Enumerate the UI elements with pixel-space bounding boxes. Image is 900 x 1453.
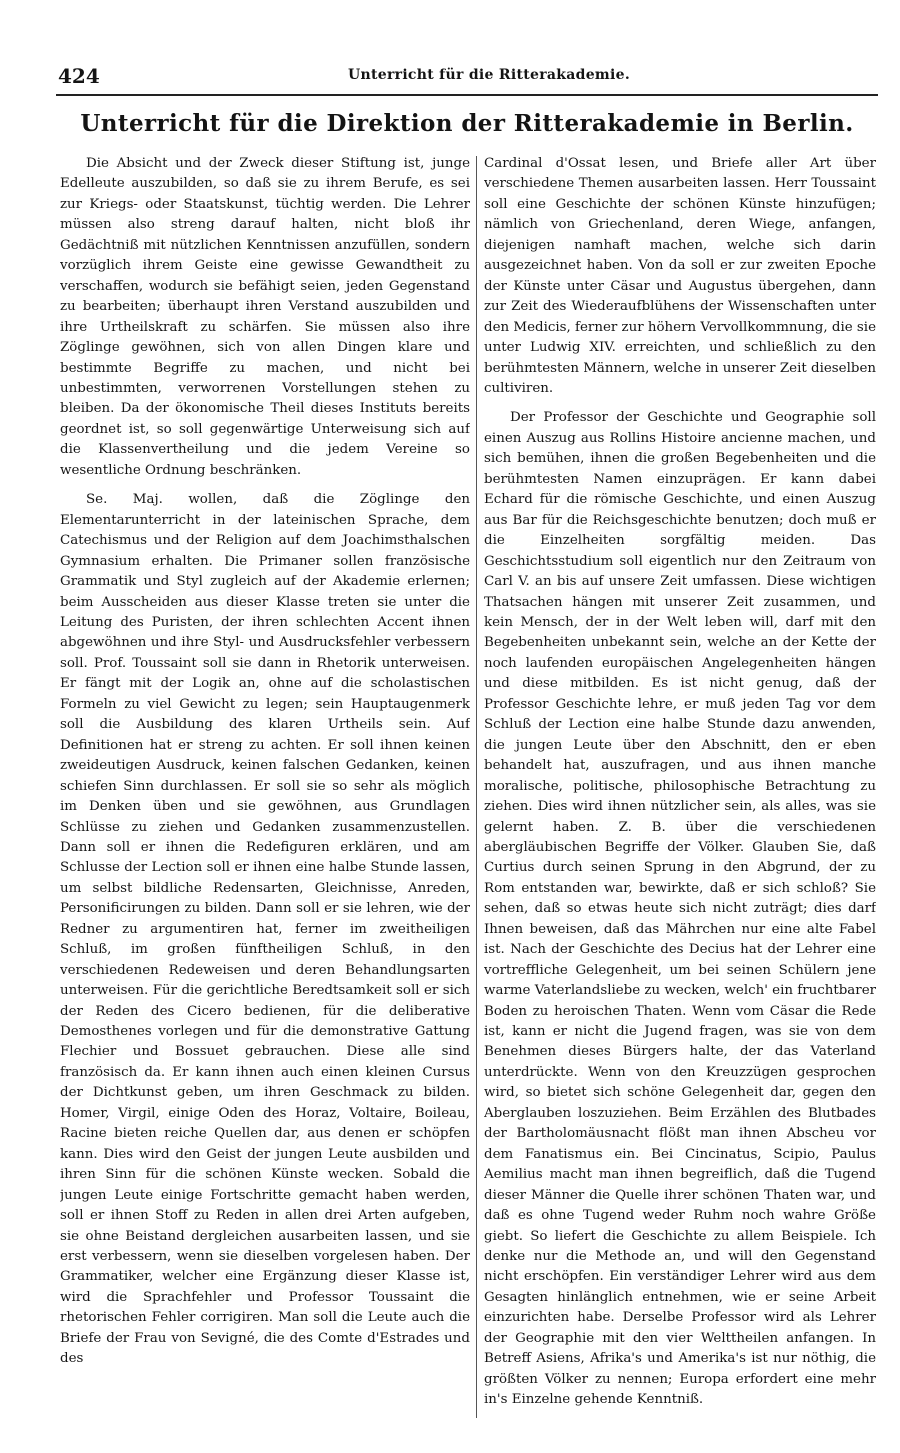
right-column (484, 154, 876, 1420)
book-page (56, 64, 878, 1426)
running-title: Unterricht für die Ritterakademie. (348, 67, 631, 83)
column-rule (476, 156, 477, 1418)
paragraph: Die Absicht und der Zweck dieser Stiftung ist, junge Edelleute auszubilden, so daß sie zu ihrem Berufe, es sei zur Kriegs- oder Staatskunst, tüchtig werden. Die Lehrer müssen also streng darauf halten, nicht bloß ihr Gedächtniß mit nützlichen Kenntnissen anzufüllen, sondern vorzüglich ihrem Geiste eine gewisse Gewandtheit zu verschaffen, wodurch sie befähigt seien, jeden Gegenstand zu bearbeiten; überhaupt ihren Verstand auszubilden und ihre Urtheilskraft zu schärfen. Sie müssen also ihre Zöglinge gewöhnen, sich von allen Dingen klare und bestimmte Begriffe zu machen, und nicht bei unbestimmten, verworrenen Vorstellungen stehen zu bleiben. Da der ökonomische Theil dieses Instituts bereits geordnet ist, so soll gegenwärtige Unterweisung sich auf die Klassenvertheilung und die jedem Vereine so wesentliche Ordnung beschränken. (60, 156, 470, 478)
article-title: Unterricht für die Direktion der Ritterakademie in Berlin. (80, 110, 854, 137)
running-head (56, 64, 878, 96)
left-column (60, 154, 470, 1420)
paragraph-continued: Cardinal d'Ossat lesen, und Briefe aller Art über verschiedene Themen ausarbeiten lassen. Herr Toussaint soll eine Geschichte der schönen Künste hinzufügen; nämlich von Griechenland, deren Wiege, anfangen, diejenigen namhaft machen, welche sich darin ausgezeichnet haben. Von da soll er zur zweiten Epoche der Künste unter Cäsar und Augustus übergehen, dann zur Zeit des Wiederaufblühens der Wissenschaften unter den Medicis, ferner zur höhern Vervollkommnung, die sie unter Ludwig XIV. erreichten, und schließlich zu den berühmtesten Männern, welche in unserer Zeit dieselben cultiviren. (484, 156, 876, 396)
paragraph: Der Professor der Geschichte und Geographie soll einen Auszug aus Rollins Histoire ancienne machen, und sich bemühen, ihnen die großen Begebenheiten und die berühmtesten Namen einzuprägen. Er kann dabei Echard für die römische Geschichte, und einen Auszug aus Bar für die Reichsgeschichte benutzen; doch muß er die Einzelheiten sorgfältig meiden. Das Geschichtsstudium soll eigentlich nur den Zeitraum von Carl V. an bis auf unsere Zeit umfassen. Diese wichtigen Thatsachen hängen mit unserer Zeit zusammen, und kein Mensch, der in der Welt leben will, darf mit den Begebenheiten unbekannt sein, welche an der Kette der noch laufenden europäischen Angelegenheiten hängen und diese mitbilden. Es ist nicht genug, daß der Professor Geschichte lehre, er muß jeden Tag vor dem Schluß der Lection eine halbe Stunde dazu anwenden, die jungen Leute über den Abschnitt, den er eben behandelt hat, auszufragen, und aus ihnen manche moralische, politische, philosophische Betrachtung zu ziehen. Dies wird ihnen nützlicher sein, als alles, was sie gelernt haben. Z. B. über die verschiedenen abergläubischen Begriffe der Völker. Glauben Sie, daß Curtius durch seinen Sprung in den Abgrund, der zu Rom entstanden war, bewirkte, daß er sich schloß? Sie sehen, daß so etwas heute sich nicht zuträgt; dies darf Ihnen beweisen, daß das Mährchen nur eine alte Fabel ist. Nach der Geschichte des Decius hat der Lehrer eine vortreffliche Gelegenheit, um bei seinen Schülern jene warme Vaterlandsliebe zu wecken, welch' ein fruchtbarer Boden zu heroischen Thaten. Wenn vom Cäsar die Rede ist, kann er nicht die Jugend fragen, was sie von dem Benehmen dieses Bürgers halte, der das Vaterland unterdrückte. Wenn von den Kreuzzügen gesprochen wird, so bietet sich schöne Gelegenheit dar, gegen den Aberglauben loszuziehen. Beim Erzählen des Blutbades der Bartholomäusnacht flößt man ihnen Abscheu vor dem Fanatismus ein. Bei Cincinatus, Scipio, Paulus Aemilius macht man ihnen begreiflich, daß die Tugend dieser Männer die Quelle ihrer schönen Thaten war, und daß es ohne Tugend weder Ruhm noch wahre Größe giebt. So liefert die Geschichte zu allem Beispiele. Ich denke nur die Methode an, und will den Gegenstand nicht erschöpfen. Ein verständiger Lehrer wird aus dem Gesagten hinlänglich entnehmen, wie er seine Arbeit einzurichten habe. Derselbe Professor wird als Lehrer der Geographie mit den vier Welttheilen anfangen. In Betreff Asiens, Afrika's und Amerika's ist nur nöthig, die größten Völker zu nennen; Europa erfordert eine mehr in's Einzelne gehende Kenntniß. (484, 410, 876, 1408)
paragraph: Se. Maj. wollen, daß die Zöglinge den Elementarunterricht in der lateinischen Sprache, dem Catechismus und der Religion auf dem Joachimsthalschen Gymnasium erhalten. Die Primaner sollen französische Grammatik und Styl zugleich auf der Akademie erlernen; beim Ausscheiden aus dieser Klasse treten sie unter die Leitung des Puristen, der ihren schlechten Accent ihnen abgewöhnen und ihre Styl- und Ausdrucksfehler verbessern soll. Prof. Toussaint soll sie dann in Rhetorik unterweisen. Er fängt mit der Logik an, ohne auf die scholastischen Formeln zu viel Gewicht zu legen; sein Hauptaugenmerk soll die Ausbildung des klaren Urtheils sein. Auf Definitionen hat er streng zu achten. Er soll ihnen keinen zweideutigen Ausdruck, keinen falschen Gedanken, keinen schiefen Sinn durchlassen. Er soll sie so sehr als möglich im Denken üben und sie gewöhnen, aus Grundlagen Schlüsse zu ziehen und Gedanken zusammenzustellen. Dann soll er ihnen die Redefiguren erklären, und am Schlusse der Lection soll er ihnen eine halbe Stunde lassen, um selbst bildliche Redensarten, Gleichnisse, Anreden, Personificirungen zu bilden. Dann soll er sie lehren, wie der Redner zu argumentiren hat, ferner im zweitheiligen Schluß, im großen fünftheiligen Schluß, in den verschiedenen Redeweisen und deren Behandlungsarten unterweisen. Für die gerichtliche Beredtsamkeit soll er sich der Reden des Cicero bedienen, für die deliberative Demosthenes vorlegen und für die demonstrative Gattung Flechier und Bossuet gebrauchen. Diese alle sind französisch da. Er kann ihnen auch einen kleinen Cursus der Dichtkunst geben, um ihren Geschmack zu bilden. Homer, Virgil, einige Oden des Horaz, Voltaire, Boileau, Racine bieten reiche Quellen dar, aus denen er schöpfen kann. Dies wird den Geist der jungen Leute ausbilden und ihren Sinn für die schönen Künste wecken. Sobald die jungen Leute einige Fortschritte gemacht haben werden, soll er ihnen Stoff zu Reden in allen drei Arten aufgeben, sie ohne Beistand dergleichen ausarbeiten lassen, und sie erst verbessern, wenn sie dieselben vorgelesen haben. Der Grammatiker, welcher eine Ergänzung dieser Klasse ist, wird die Sprachfehler und Professor Toussaint die rhetorischen Fehler corrigiren. Man soll die Leute auch die Briefe der Frau von Sevigné, die des Comte d'Estrades und des (60, 492, 470, 1367)
page-number: 424 (58, 64, 100, 88)
